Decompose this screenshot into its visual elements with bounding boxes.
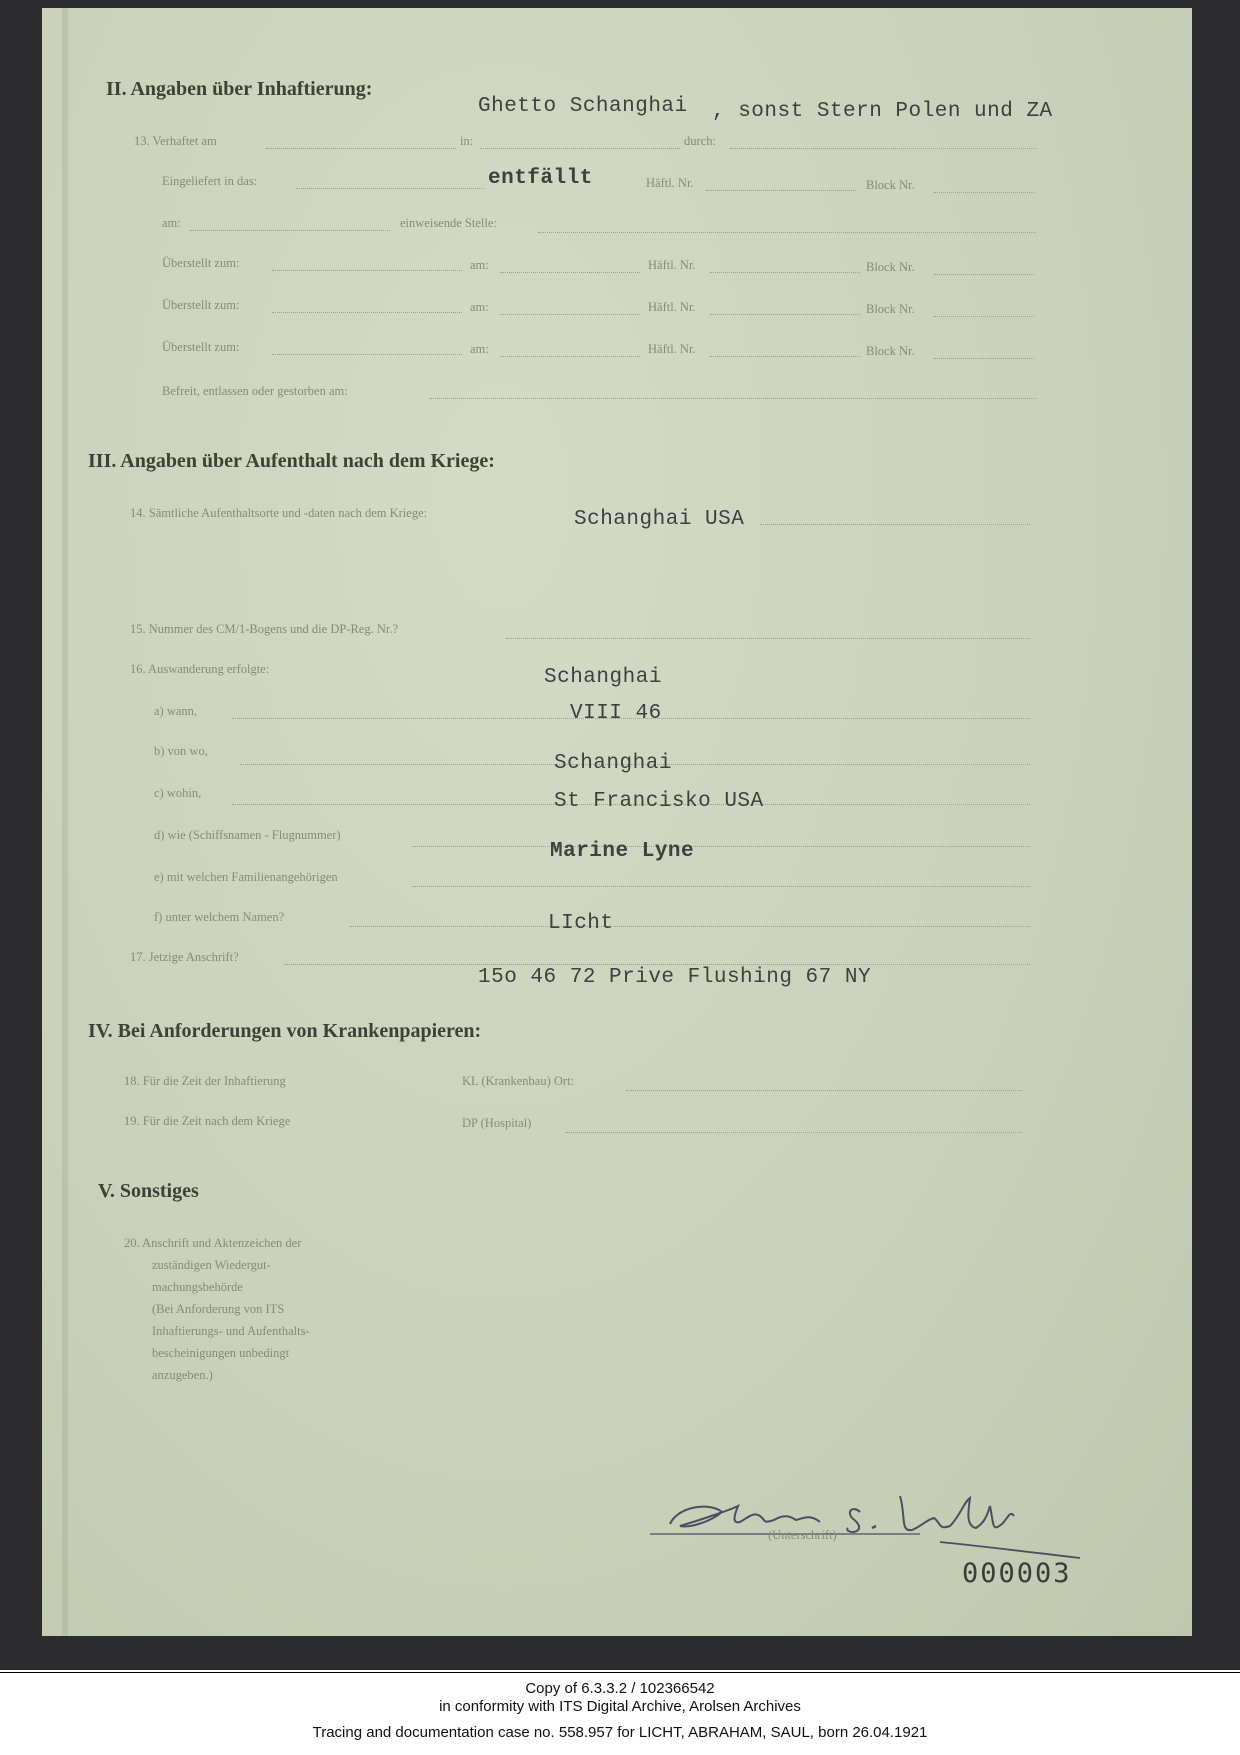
typed-q16: Schanghai [544, 666, 662, 689]
typed-q16d: Marine Lyne [550, 840, 695, 863]
note-q20-line-6: bescheinigungen unbedingt [152, 1346, 290, 1360]
field-q18 [626, 1090, 1022, 1091]
typed-entfaellt: entfällt [488, 167, 593, 190]
field-q17 [284, 964, 1030, 965]
section-iii-heading: III. Angaben über Aufenthalt nach dem Kriege: [88, 450, 495, 472]
sheet-fold [62, 8, 68, 1636]
section-iv-heading: IV. Bei Anforderungen von Krankenpapieren: [88, 1020, 482, 1042]
label-am-4: am: [470, 342, 489, 356]
signature-caption: (Unterschrift) [768, 1528, 837, 1542]
field-q16d [412, 846, 1030, 847]
label-q19: 19. Für die Zeit nach dem Kriege [124, 1114, 291, 1128]
field-eingeliefert [296, 188, 484, 189]
footer-line-2: in conformity with ITS Digital Archive, Arolsen Archives [439, 1698, 801, 1715]
label-haeftl-nr-4: Häftl. Nr. [648, 342, 696, 356]
section-ii-heading: II. Angaben über Inhaftierung: [106, 78, 373, 100]
label-am-2: am: [470, 258, 489, 272]
footer-rule [0, 1672, 1240, 1673]
field-ueberstellt-3 [272, 354, 462, 355]
field-q19 [566, 1132, 1022, 1133]
field-haeftl-nr-1 [706, 190, 856, 191]
field-verhaftet-am [266, 148, 456, 149]
field-ueberstellt-2 [272, 312, 462, 313]
label-q16d: d) wie (Schiffsnamen - Flugnummer) [154, 828, 341, 842]
footer-line-1: Copy of 6.3.3.2 / 102366542 [525, 1680, 715, 1697]
field-am [190, 230, 390, 231]
field-am-2 [500, 272, 640, 273]
field-haeftl-nr-4 [710, 356, 860, 357]
label-am: am: [162, 216, 181, 230]
label-q14: 14. Sämtliche Aufenthaltsorte und -daten nach dem Kriege: [130, 506, 428, 520]
typed-q16c: St Francisko USA [554, 790, 764, 813]
document-sheet [42, 8, 1192, 1636]
typed-q16a: VIII 46 [570, 702, 662, 725]
field-q14 [760, 524, 1030, 525]
typed-other-places: , sonst Stern Polen und ZA [712, 100, 1053, 123]
field-ueberstellt-1 [272, 270, 462, 271]
field-durch [730, 148, 1036, 149]
field-block-nr-2 [934, 274, 1034, 275]
label-verhaftet-am: 13. Verhaftet am [134, 134, 217, 148]
label-in: in: [460, 134, 474, 148]
label-block-nr-3: Block Nr. [866, 302, 915, 316]
section-v-heading: V. Sonstiges [98, 1180, 199, 1202]
note-q20-line-1: 20. Anschrift und Aktenzeichen der [124, 1236, 302, 1250]
note-q20-line-5: Inhaftierungs- und Aufenthalts- [152, 1324, 310, 1338]
label-durch: durch: [684, 134, 716, 148]
note-q20-line-2: zuständigen Wiedergut- [152, 1258, 271, 1272]
label-haeftl-nr-2: Häftl. Nr. [648, 258, 696, 272]
field-am-3 [500, 314, 640, 315]
label-q18: 18. Für die Zeit der Inhaftierung [124, 1074, 286, 1088]
typed-q14: Schanghai USA [574, 508, 745, 531]
field-block-nr-3 [934, 316, 1034, 317]
label-q16c: c) wohin, [154, 786, 202, 800]
field-q15 [506, 638, 1030, 639]
label-q16: 16. Auswanderung erfolgte: [130, 662, 270, 676]
field-haeftl-nr-2 [710, 272, 860, 273]
label-q15: 15. Nummer des CM/1-Bogens und die DP-Reg. Nr.? [130, 622, 399, 636]
label-eingeliefert: Eingeliefert in das: [162, 174, 258, 188]
label-haeftl-nr-3: Häftl. Nr. [648, 300, 696, 314]
label-haeftl-nr-1: Häftl. Nr. [646, 176, 694, 190]
field-block-nr-4 [934, 358, 1034, 359]
note-q20-line-7: anzugeben.) [152, 1368, 213, 1382]
label-am-3: am: [470, 300, 489, 314]
field-befreit [430, 398, 1036, 399]
label-befreit: Befreit, entlassen oder gestorben am: [162, 384, 348, 398]
field-in [480, 148, 680, 149]
label-block-nr-1: Block Nr. [866, 178, 915, 192]
typed-ghetto-place: Ghetto Schanghai [478, 95, 688, 118]
signature [650, 1476, 1100, 1566]
footer-line-3: Tracing and documentation case no. 558.957 for LICHT, ABRAHAM, SAUL, born 26.04.1921 [312, 1724, 928, 1741]
field-einweisende-stelle [538, 232, 1036, 233]
label-q17: 17. Jetzige Anschrift? [130, 950, 239, 964]
typed-q16f: LIcht [548, 912, 614, 935]
label-einweisende-stelle: einweisende Stelle: [400, 216, 497, 230]
label-ueberstellt-2: Überstellt zum: [162, 298, 240, 312]
label-block-nr-4: Block Nr. [866, 344, 915, 358]
field-am-4 [500, 356, 640, 357]
field-haeftl-nr-3 [710, 314, 860, 315]
label-q16b: b) von wo, [154, 744, 208, 758]
field-q16f [350, 926, 1030, 927]
note-q20-line-4: (Bei Anforderung von ITS [152, 1302, 285, 1316]
note-q20-line-3: machungsbehörde [152, 1280, 243, 1294]
label-q16f: f) unter welchem Namen? [154, 910, 285, 924]
field-q16e [412, 886, 1030, 887]
label-ueberstellt-3: Überstellt zum: [162, 340, 240, 354]
label-block-nr-2: Block Nr. [866, 260, 915, 274]
typed-q17: 15o 46 72 Prive Flushing 67 NY [478, 966, 872, 989]
label-q18-field: KL (Krankenbau) Ort: [462, 1074, 574, 1088]
label-ueberstellt-1: Überstellt zum: [162, 256, 240, 270]
page-number-stamp: 000003 [962, 1558, 1072, 1589]
label-q19-field: DP (Hospital) [462, 1116, 532, 1130]
label-q16e: e) mit welchen Familienangehörigen [154, 870, 338, 884]
label-q16a: a) wann, [154, 704, 198, 718]
typed-q16b: Schanghai [554, 752, 672, 775]
field-block-nr-1 [934, 192, 1034, 193]
